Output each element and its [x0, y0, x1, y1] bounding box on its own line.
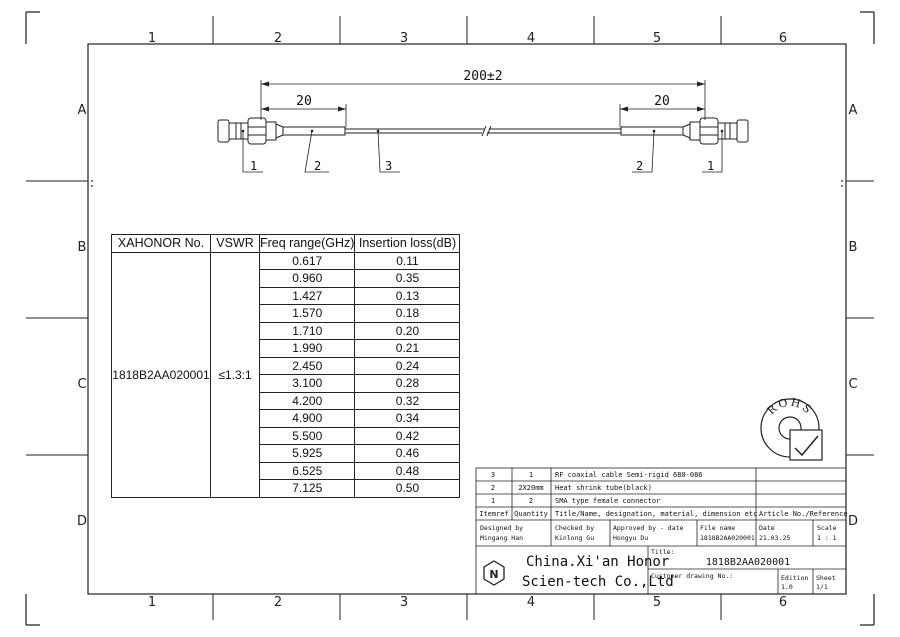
header-part-no: XAHONOR No. [112, 235, 211, 253]
right-heat-shrink [621, 127, 683, 135]
callout-label: 2 [636, 159, 644, 173]
bom-item: 2 [490, 484, 496, 492]
zone-col-label: 4 [526, 595, 536, 610]
left-sleeve-dimension: 20 [296, 94, 312, 109]
freq-cell: 3.100 [260, 375, 355, 393]
header-freq-range: Freq range(GHz) [260, 236, 355, 251]
loss-cell: 0.18 [355, 305, 460, 323]
zone-col-label: 6 [778, 31, 788, 46]
freq-cell: 4.900 [260, 410, 355, 428]
left-heat-shrink [283, 127, 345, 135]
callout-dots [242, 130, 724, 133]
svg-text:N: N [489, 568, 499, 581]
company-name-line1: China.Xi'an Honor [526, 554, 670, 570]
bom-qty: 2X20mm [518, 484, 544, 492]
bom-header-qty: Quantity [514, 510, 548, 518]
header-insertion-loss: Insertion loss(dB) [355, 235, 460, 253]
freq-cell: 2.450 [260, 357, 355, 375]
freq-cell: 0.617 [260, 252, 355, 270]
bom-qty: 1 [528, 471, 534, 479]
header-vswr: VSWR [211, 235, 260, 253]
loss-cell: 0.50 [355, 480, 460, 498]
file-name-label: File name [700, 524, 736, 532]
zone-col-label: 1 [147, 595, 157, 610]
callout-label: 1 [250, 159, 258, 173]
bom-header-item: Itemref [479, 510, 509, 518]
loss-cell: 0.20 [355, 322, 460, 340]
approved-by-value: Hongyu Du [613, 534, 649, 542]
designed-by-value: Mingang Han [480, 534, 524, 542]
freq-cell: 5.500 [260, 427, 355, 445]
bom-header-desc: Title/Name, designation, material, dimension etc [555, 510, 758, 518]
approved-by-label: Approved by - date [613, 524, 684, 532]
scale-value: 1 : 1 [817, 534, 837, 542]
loss-cell: 0.32 [355, 392, 460, 410]
loss-cell: 0.28 [355, 375, 460, 393]
customer-drawing-label: Customer drawing No.: [651, 572, 734, 580]
freq-cell: 1.990 [260, 340, 355, 358]
zone-row-label: A [77, 103, 87, 118]
freq-cell: 1.427 [260, 287, 355, 305]
left-sma-connector [218, 118, 283, 144]
callout-label: 1 [707, 159, 715, 173]
bom-item: 3 [490, 471, 496, 479]
company-logo-icon [484, 561, 504, 585]
loss-cell: 0.46 [355, 445, 460, 463]
bom-qty: 2 [528, 497, 534, 505]
title-label: Title: [651, 548, 675, 556]
date-label: Date [759, 524, 775, 532]
bom-desc: SMA type female connector [555, 497, 661, 505]
dimension-lines [261, 80, 705, 127]
zone-col-label: 2 [273, 595, 283, 610]
company-name-line2: Scien-tech Co.,Ltd [522, 574, 674, 590]
loss-cell: 0.35 [355, 270, 460, 288]
bom-rows [479, 471, 847, 518]
vswr-cell: ≤1.3:1 [211, 252, 260, 497]
freq-cell: 7.125 [260, 480, 355, 498]
scale-label: Scale [817, 524, 837, 532]
performance-table [111, 234, 460, 498]
zone-row-label: B [77, 240, 87, 255]
zone-col-label: 2 [273, 31, 283, 46]
zone-col-label: 5 [652, 31, 662, 46]
callout-labels [250, 159, 714, 173]
cable-assembly [218, 118, 748, 144]
overall-length-dimension: 200±2 [463, 69, 503, 84]
rohs-mark [761, 396, 822, 460]
bom-desc: Heat shrink tube(black) [555, 484, 652, 492]
checked-by-value: Kinlong Gu [555, 534, 595, 542]
bom-desc: RF coaxial cable Semi-rigid 680-086 [555, 471, 703, 479]
loss-cell: 0.48 [355, 462, 460, 480]
table-row [112, 252, 460, 270]
freq-cell: 4.200 [260, 392, 355, 410]
zone-row-label: A [848, 103, 858, 118]
loss-cell: 0.42 [355, 427, 460, 445]
callout-label: 3 [385, 159, 393, 173]
table-header-row [112, 235, 460, 253]
zone-row-label: D [847, 514, 859, 529]
zone-col-label: 5 [652, 595, 662, 610]
checked-by-label: Checked by [555, 524, 595, 532]
freq-cell: 0.960 [260, 270, 355, 288]
freq-cell: 1.570 [260, 305, 355, 323]
zone-col-label: 3 [399, 595, 409, 610]
cable-break [482, 126, 491, 136]
sheet-value: 1/1 [816, 583, 828, 591]
loss-cell: 0.21 [355, 340, 460, 358]
bom-header-article: Article No./Reference [759, 510, 848, 518]
rohs-label: ROHS [764, 395, 816, 418]
zone-row-label: D [76, 514, 88, 529]
zone-row-label: C [848, 377, 858, 392]
freq-cell: 1.710 [260, 322, 355, 340]
zone-row-label: B [848, 240, 858, 255]
zone-col-label: 4 [526, 31, 536, 46]
edge-dots [91, 180, 843, 187]
bom-item: 1 [490, 497, 496, 505]
file-name-value: 1818B2AA020001 [700, 534, 755, 542]
part-number-cell: 1818B2AA020001 [112, 252, 211, 497]
zone-row-label: C [77, 377, 87, 392]
edition-value: 1.0 [781, 583, 793, 591]
loss-cell: 0.11 [355, 252, 460, 270]
zone-col-label: 1 [147, 31, 157, 46]
freq-cell: 5.925 [260, 445, 355, 463]
table-body [112, 252, 460, 497]
designed-by-label: Designed by [480, 524, 524, 532]
edition-label: Edition [781, 574, 809, 582]
callout-label: 2 [314, 159, 322, 173]
loss-cell: 0.13 [355, 287, 460, 305]
dimension-arrows [261, 82, 705, 112]
drawing-title: 1818B2AA020001 [705, 557, 791, 568]
right-sleeve-dimension: 20 [654, 94, 670, 109]
sheet-label: Sheet [816, 574, 836, 582]
loss-cell: 0.24 [355, 357, 460, 375]
freq-cell: 6.525 [260, 462, 355, 480]
loss-cell: 0.34 [355, 410, 460, 428]
date-value: 21.03.25 [759, 534, 791, 542]
zone-col-label: 3 [399, 31, 409, 46]
right-sma-connector [683, 118, 748, 144]
zone-col-label: 6 [778, 595, 788, 610]
